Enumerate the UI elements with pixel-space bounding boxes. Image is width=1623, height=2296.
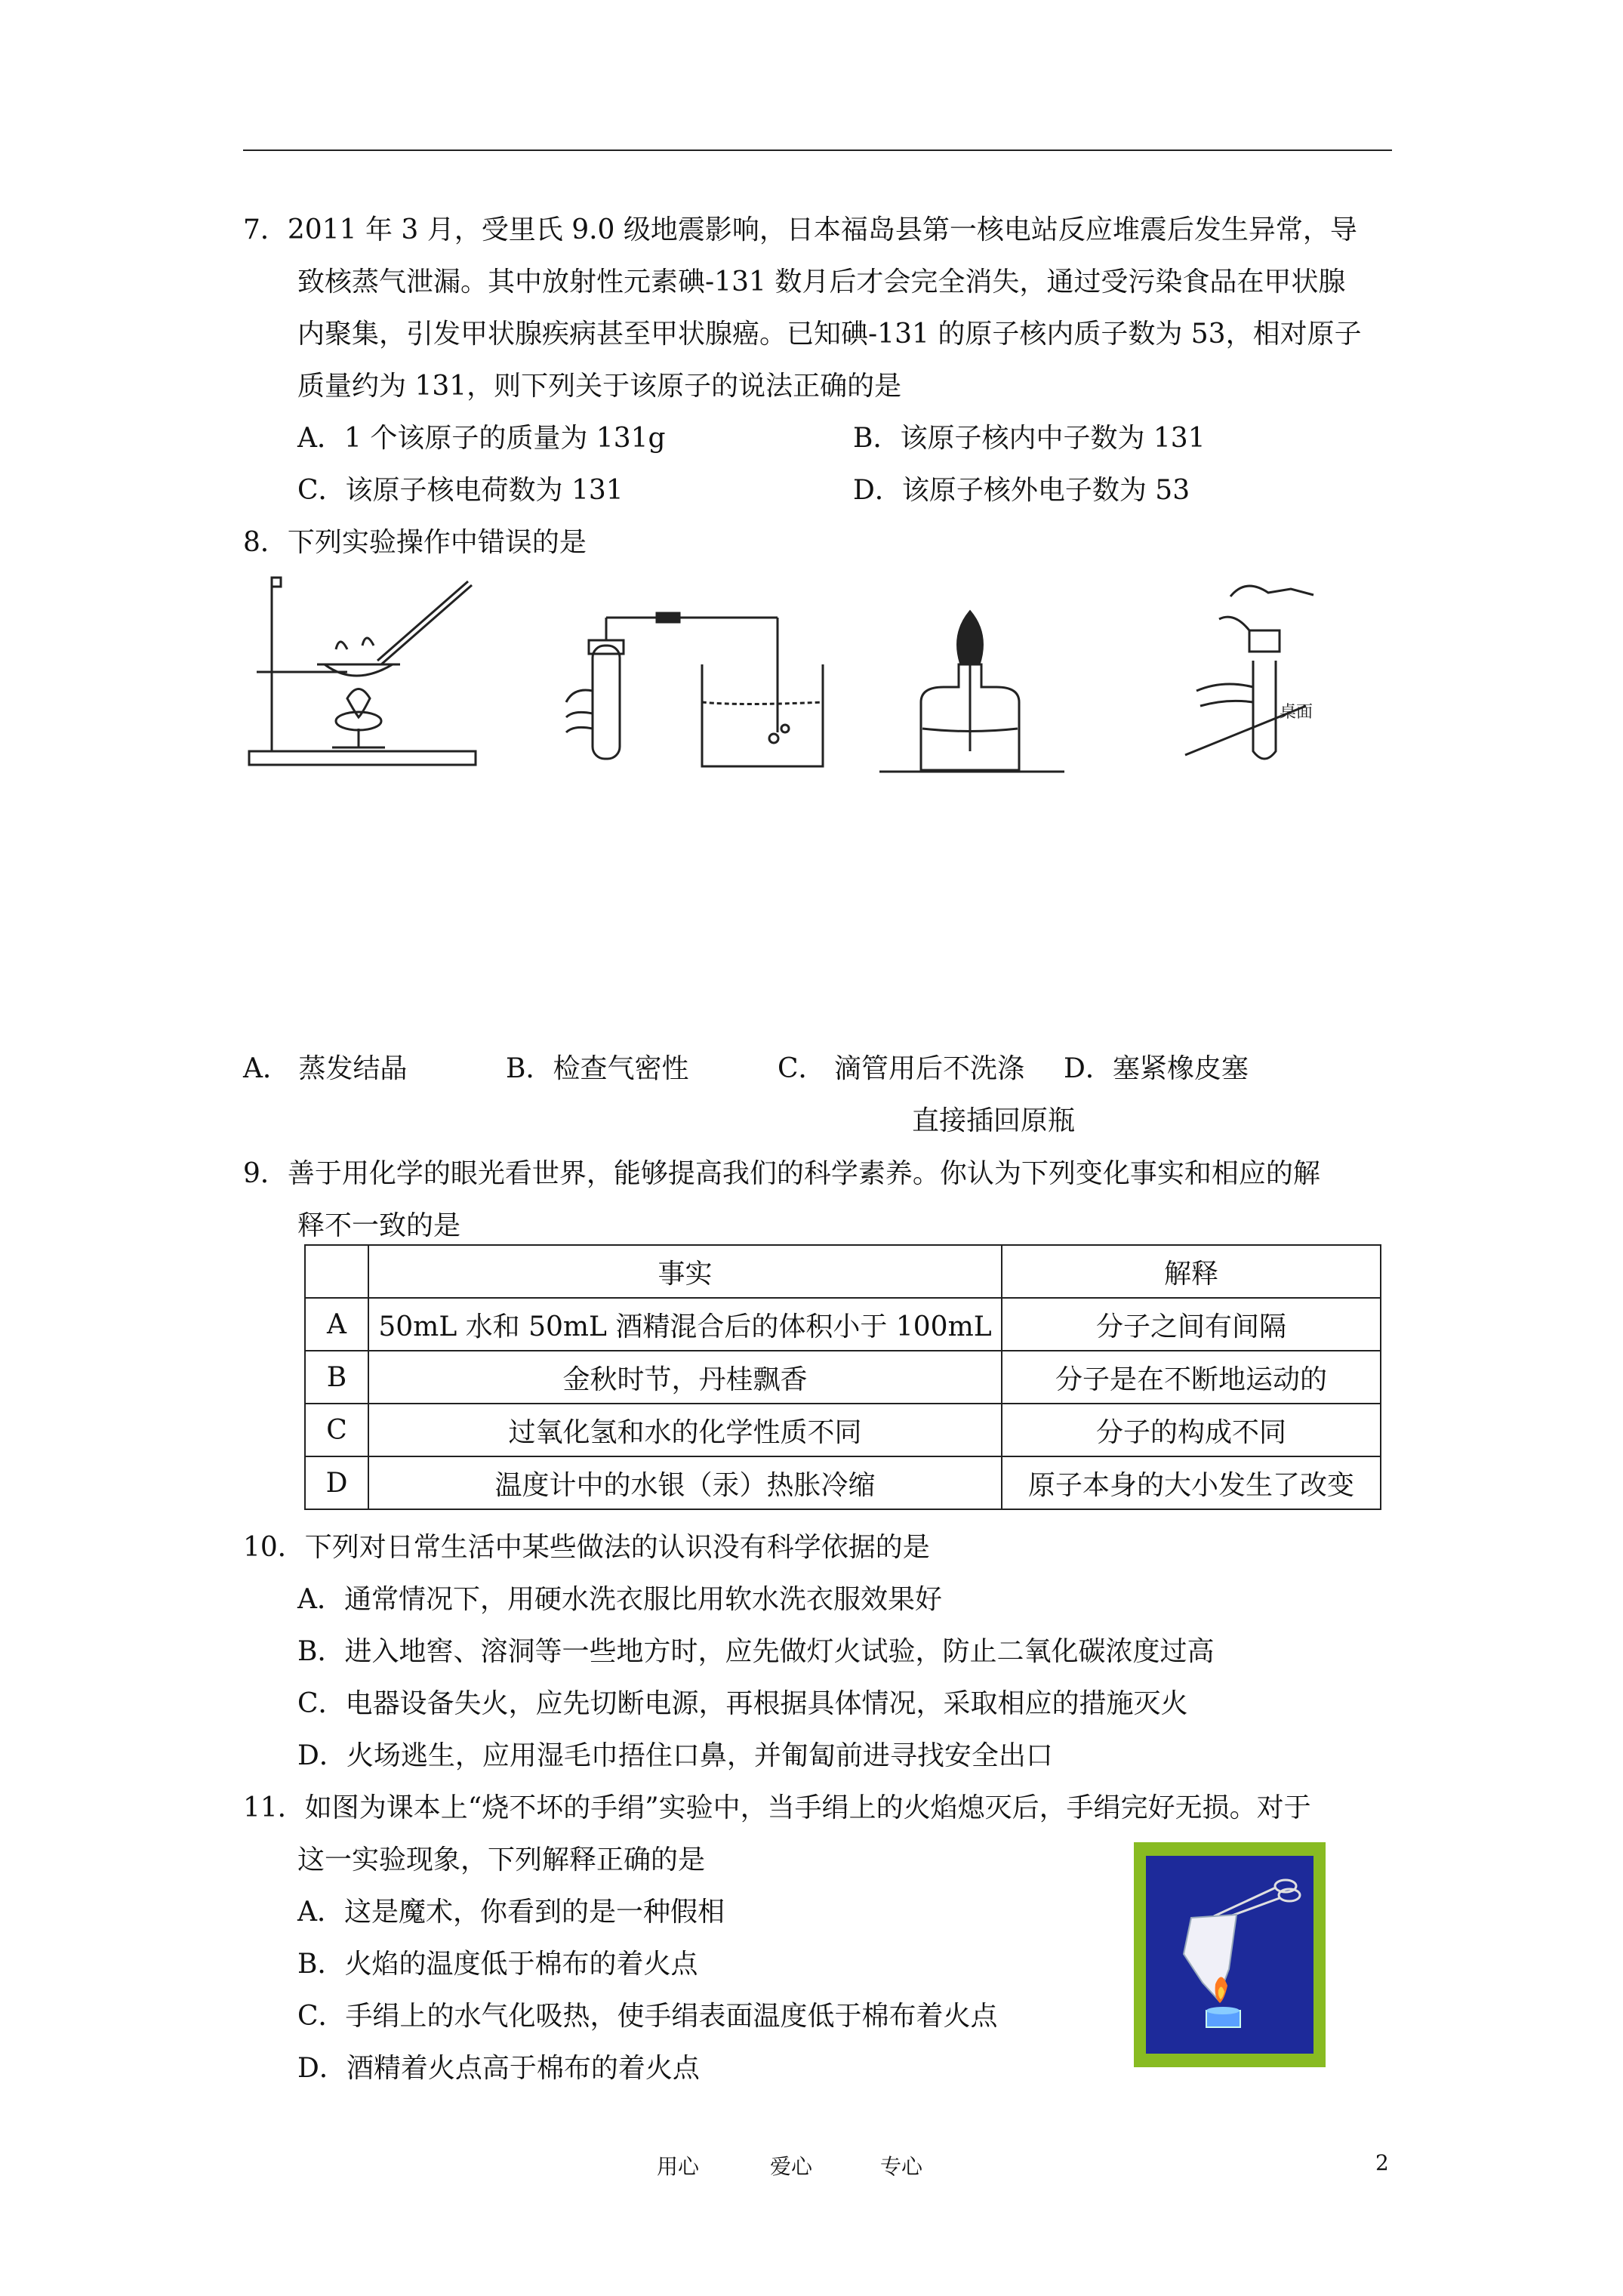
q11-option-d: D．酒精着火点高于棉布的着火点: [297, 2053, 700, 2084]
evaporation-apparatus-figure: [249, 578, 476, 765]
footer-text-1: 用心: [657, 2154, 700, 2179]
table-header-cell: [305, 1245, 368, 1298]
table-cell: 50mL 水和 50mL 酒精混合后的体积小于 100mL: [368, 1298, 1002, 1351]
footer-text-3: 专心: [880, 2154, 923, 2179]
table-cell: 分子的构成不同: [1002, 1404, 1381, 1456]
handkerchief-illustration: [1146, 1856, 1313, 2054]
q8-option-a: A． 蒸发结晶: [243, 1053, 408, 1084]
q8-option-c-line-1: C． 滴管用后不洗涤: [778, 1053, 1024, 1084]
q10-option-c: C．电器设备失火，应先切断电源，再根据具体情况，采取相应的措施灭火: [297, 1688, 1188, 1719]
table-cell: 原子本身的大小发生了改变: [1002, 1456, 1381, 1509]
test-tube-stopper-figure: [1185, 586, 1313, 759]
q10-option-a: A．通常情况下，用硬水洗衣服比用软水洗衣服效果好: [297, 1584, 942, 1615]
table-cell: 分子之间有间隔: [1002, 1298, 1381, 1351]
q11-option-b: B．火焰的温度低于棉布的着火点: [297, 1949, 698, 1980]
q10-stem: 10．下列对日常生活中某些做法的认识没有科学依据的是: [243, 1532, 930, 1563]
table-cell: 金秋时节，丹桂飘香: [368, 1351, 1002, 1404]
burning-handkerchief-image: [1134, 1842, 1326, 2067]
q11-option-c: C．手绢上的水气化吸热，使手绢表面温度低于棉布着火点: [297, 2001, 998, 2032]
q9-line-1: 9．善于用化学的眼光看世界，能够提高我们的科学素养。你认为下列变化事实和相应的解: [243, 1158, 1320, 1189]
table-row: [305, 1351, 1381, 1404]
airtightness-check-figure: [566, 613, 823, 766]
table-row: [305, 1298, 1381, 1351]
table-header-row: [305, 1245, 1381, 1298]
q9-facts-table: [304, 1244, 1381, 1510]
table-row: [305, 1404, 1381, 1456]
q10-option-d: D．火场逃生，应用湿毛巾捂住口鼻，并匍匐前进寻找安全出口: [297, 1740, 1053, 1771]
footer-text-2: 爱心: [770, 2154, 813, 2179]
q8-option-b: B．检查气密性: [506, 1053, 689, 1084]
table-cell: D: [305, 1456, 368, 1509]
table-cell: A: [305, 1298, 368, 1351]
page-number: 2: [1375, 2150, 1389, 2175]
header-rule: [243, 149, 1392, 151]
q7-option-d: D．该原子核外电子数为 53: [853, 475, 1190, 506]
q7-line-4: 质量约为 131，则下列关于该原子的说法正确的是: [297, 371, 902, 402]
q7-line-3: 内聚集，引发甲状腺疾病甚至甲状腺癌。已知碘-131 的原子核内质子数为 53，相对原子: [297, 319, 1362, 350]
q11-option-a: A．这是魔术，你看到的是一种假相: [297, 1897, 725, 1928]
q8-experiment-figures: [211, 566, 1359, 778]
table-cell: 温度计中的水银（汞）热胀冷缩: [368, 1456, 1002, 1509]
table-header-cell: 事实: [368, 1245, 1002, 1298]
q8-option-c-line-2: 直接插回原瓶: [912, 1105, 1076, 1136]
table-header-cell: 解释: [1002, 1245, 1381, 1298]
q7-option-c: C．该原子核电荷数为 131: [297, 475, 624, 506]
table-cell: B: [305, 1351, 368, 1404]
table-row: [305, 1456, 1381, 1509]
q7-option-a: A．1 个该原子的质量为 131g: [297, 423, 666, 454]
q9-line-2: 释不一致的是: [297, 1210, 461, 1241]
q10-option-b: B．进入地窖、溶洞等一些地方时，应先做灯火试验，防止二氧化碳浓度过高: [297, 1636, 1215, 1667]
table-cell: 分子是在不断地运动的: [1002, 1351, 1381, 1404]
table-cell: C: [305, 1404, 368, 1456]
q8-stem: 8．下列实验操作中错误的是: [243, 527, 587, 558]
q7-line-2: 致核蒸气泄漏。其中放射性元素碘-131 数月后才会完全消失，通过受污染食品在甲状腺: [297, 267, 1346, 297]
q11-line-2: 这一实验现象，下列解释正确的是: [297, 1845, 706, 1875]
q11-line-1: 11．如图为课本上“烧不坏的手绢”实验中，当手绢上的火焰熄灭后，手绢完好无损。对于: [243, 1792, 1311, 1823]
dropper-bottle-figure: [879, 612, 1064, 772]
q7-line-1: 7．2011 年 3 月，受里氏 9.0 级地震影响，日本福岛县第一核电站反应堆震后发生异常，导: [243, 214, 1357, 245]
q7-option-b: B．该原子核内中子数为 131: [853, 423, 1206, 454]
table-cell: 过氧化氢和水的化学性质不同: [368, 1404, 1002, 1456]
q8-option-d: D．塞紧橡皮塞: [1064, 1053, 1249, 1084]
q8-figure-label: 桌面: [1280, 703, 1313, 722]
